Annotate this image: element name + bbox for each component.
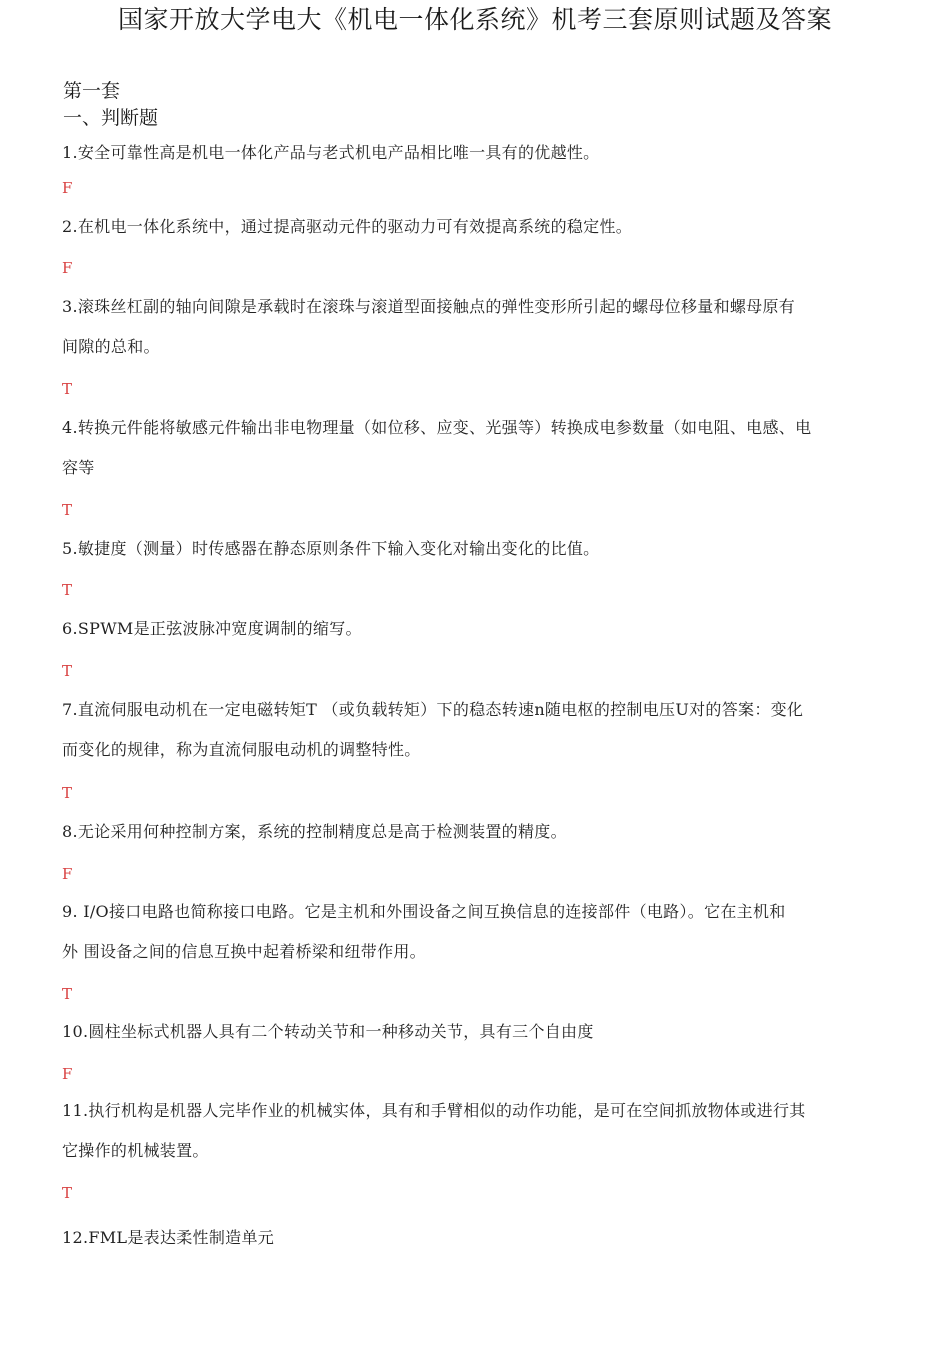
- answer-8: F: [62, 865, 73, 883]
- question-12: [62, 1218, 892, 1258]
- question-text-line: 8.无论采用何种控制方案，系统的控制精度总是高于检测装置的精度。: [62, 822, 567, 841]
- question-text-line: 2.在机电一体化系统中，通过提高驱动元件的驱动力可有效提高系统的稳定性。: [62, 217, 633, 236]
- answer-2: F: [62, 259, 73, 277]
- set-label: 第一套: [63, 80, 121, 102]
- answer-9: T: [62, 985, 73, 1003]
- question-text-line: 它操作的机械装置。: [62, 1141, 209, 1160]
- question-text-line: 9. I/O接口电路也简称接口电路。它是主机和外围设备之间互换信息的连接部件（电路）。它在主机和: [62, 902, 786, 921]
- question-text-line: 5.敏捷度（测量）时传感器在静态原则条件下输入变化对输出变化的比值。: [62, 539, 600, 558]
- question-10: [62, 1012, 892, 1052]
- question-11: [62, 1091, 892, 1171]
- answer-6: T: [62, 662, 73, 680]
- document-title: 国家开放大学电大《机电一体化系统》机考三套原则试题及答案: [117, 5, 832, 34]
- question-text-line: 3.滚珠丝杠副的轴向间隙是承载时在滚珠与滚道型面接触点的弹性变形所引起的螺母位移量和螺母原有: [62, 297, 796, 316]
- question-text-line: 7.直流伺服电动机在一定电磁转矩T （或负载转矩）下的稳态转速n随电枢的控制电压U对的答案：变化: [62, 700, 804, 719]
- question-4: [62, 408, 892, 488]
- question-5: [62, 529, 892, 569]
- question-7: [62, 690, 892, 770]
- answer-5: T: [62, 581, 73, 599]
- section-label: 一、判断题: [63, 107, 159, 129]
- question-text-line: 4.转换元件能将敏感元件输出非电物理量（如位移、应变、光强等）转换成电参数量（如电阻、电感、电: [62, 418, 812, 437]
- question-text-line: 容等: [62, 458, 95, 477]
- question-text-line: 1.安全可靠性高是机电一体化产品与老式机电产品相比唯一具有的优越性。: [62, 143, 600, 162]
- answer-11: T: [62, 1184, 73, 1202]
- answer-10: F: [62, 1065, 73, 1083]
- answer-1: F: [62, 179, 73, 197]
- question-text-line: 而变化的规律，称为直流伺服电动机的调整特性。: [62, 740, 421, 759]
- answer-7: T: [62, 784, 73, 802]
- question-1: [62, 133, 892, 173]
- question-6: [62, 609, 892, 649]
- question-text-line: 外 围设备之间的信息互换中起着桥梁和纽带作用。: [62, 942, 426, 961]
- answer-4: T: [62, 501, 73, 519]
- question-text-line: 10.圆柱坐标式机器人具有二个转动关节和一种移动关节，具有三个自由度: [62, 1022, 594, 1041]
- question-text-line: 间隙的总和。: [62, 337, 160, 356]
- answer-3: T: [62, 380, 73, 398]
- question-text-line: 12.FML是表达柔性制造单元: [62, 1228, 275, 1247]
- question-3: [62, 287, 892, 367]
- question-9: [62, 892, 892, 972]
- question-8: [62, 812, 892, 852]
- question-text-line: 6.SPWM是正弦波脉冲宽度调制的缩写。: [62, 619, 362, 638]
- question-text-line: 11.执行机构是机器人完毕作业的机械实体，具有和手臂相似的动作功能，是可在空间抓放物体或进行其: [62, 1101, 806, 1120]
- question-2: [62, 207, 892, 247]
